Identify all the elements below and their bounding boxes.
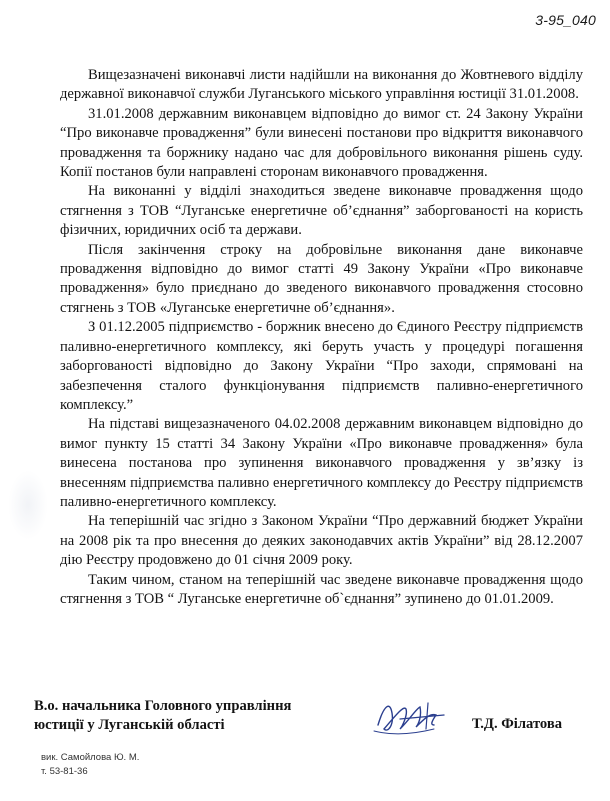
signatory-title bbox=[34, 697, 291, 735]
paragraph-5: З 01.12.2005 підприємство - боржник внесено до Єдиного Реєстру підприємств паливно-енергетичного комплексу, які беруть участь у процедурі погашення заборгованості відповідно до Закону України “Про заходи, спрямовані на забезпечення сталого функціонування підприємств паливно-енергетичного комплексу.” bbox=[60, 319, 583, 413]
signatory-title-line-1: В.о. начальника Головного управління bbox=[34, 698, 292, 714]
paragraph-6: На підставі вищезазначеного 04.02.2008 державним виконавцем відповідно до вимог пункту 15 статті 34 Закону України «Про виконавче провадження» була винесена постанова про зупинення виконавчого провадження у зв’язку із внесенням підприємства паливно енергетичного комплексу до Реєстру підприємств паливно-енергетичного комплексу. bbox=[60, 416, 583, 510]
executor-phone: т. 53-81-36 bbox=[41, 766, 88, 777]
paragraph-4: Після закінчення строку на добровільне виконання дане виконавче провадження відповідно до вимог статті 49 Закону України «Про виконавче провадження» було приєднано до зведеного виконавчого провадження стосовно стягнень з ТОВ «Луганське енергетичне об’єднання». bbox=[60, 241, 583, 316]
signature-block bbox=[34, 697, 594, 745]
document-id: 3-95_040 bbox=[535, 12, 596, 28]
paragraph-3: На виконанні у відділі знаходиться зведене виконавче провадження щодо стягнення з ТОВ “Луганське енергетичне об’єднання” заборгованості на користь фізичних, юридичних осіб та держави. bbox=[60, 183, 583, 239]
paragraph-7: На теперішній час згідно з Законом України “Про державний бюджет України на 2008 рік та про внесення до деяких законодавчих актів України” від 28.12.2007 дію Реєстру продовжено до 01 січня 2009 року. bbox=[60, 513, 583, 569]
handwritten-signature bbox=[370, 695, 460, 739]
paragraph-8: Таким чином, станом на теперішній час зведене виконавче провадження щодо стягнення з ТОВ “ Луганське енергетичне об`єднання” зупинено до 01.01.2009. bbox=[60, 571, 583, 607]
paragraph-2: 31.01.2008 державним виконавцем відповідно до вимог ст. 24 Закону України “Про виконавче провадження” були винесені постанови про відкриття виконавчого провадження та боржнику надано час для добровільного виконання рішень суду. Копії постанов були направлені сторонам виконавчого провадження. bbox=[60, 105, 583, 181]
scan-artifact bbox=[8, 470, 48, 540]
signatory-name: Т.Д. Філатова bbox=[472, 716, 563, 732]
executor-name: вик. Самойлова Ю. М. bbox=[41, 752, 140, 763]
signatory-title-line-2: юстиції у Луганській області bbox=[34, 717, 225, 733]
executor-info bbox=[41, 751, 139, 779]
document-body bbox=[60, 66, 583, 609]
paragraph-1: Вищезазначені виконавчі листи надійшли на виконання до Жовтневого відділу державної виконавчої служби Луганського міського управління юстиції 31.01.2008. bbox=[60, 67, 583, 103]
